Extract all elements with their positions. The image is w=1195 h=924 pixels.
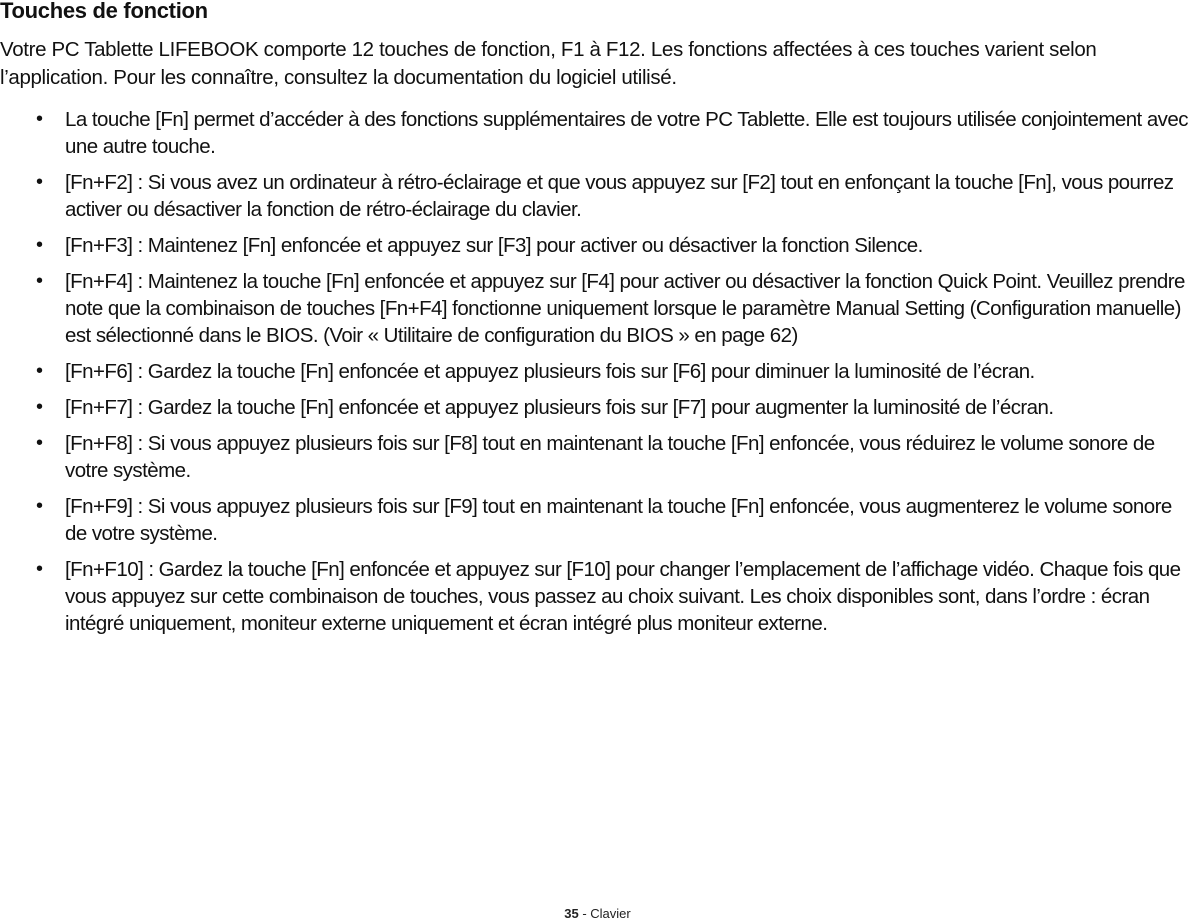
- list-item: [0, 232, 1192, 259]
- bullet-icon: •: [36, 270, 43, 292]
- list-item: [0, 106, 1192, 160]
- page-number: 35: [564, 906, 579, 921]
- bullet-icon: •: [36, 396, 43, 418]
- list-item: [0, 394, 1192, 421]
- page-footer: [0, 906, 1195, 922]
- function-key-list: [0, 106, 1192, 646]
- list-item: [0, 556, 1192, 637]
- bullet-icon: •: [36, 108, 43, 130]
- list-item-text: [Fn+F9] : Si vous appuyez plusieurs fois sur [F9] tout en maintenant la touche [Fn] enfoncée, vous augmenterez le volume sonore de votre système.: [65, 495, 1172, 545]
- bullet-icon: •: [36, 558, 43, 580]
- section-title: Touches de fonction: [0, 0, 208, 23]
- bullet-icon: •: [36, 495, 43, 517]
- list-item-text: [Fn+F10] : Gardez la touche [Fn] enfoncée et appuyez sur [F10] pour changer l’emplacement de l’affichage vidéo. Chaque fois que vous appuyez sur cette combinaison de touches, vous passez au choix suivant. Les choix disponibles sont, dans l’ordre : écran intégré uniquement, moniteur externe uniquement et écran intégré plus moniteur externe.: [65, 558, 1181, 635]
- bullet-icon: •: [36, 432, 43, 454]
- chapter-name: Clavier: [590, 906, 631, 921]
- bullet-icon: •: [36, 360, 43, 382]
- footer-separator: -: [578, 906, 591, 921]
- list-item-text: [Fn+F2] : Si vous avez un ordinateur à rétro-éclairage et que vous appuyez sur [F2] tout en enfonçant la touche [Fn], vous pourrez activer ou désactiver la fonction de rétro-éclairage du clavier.: [65, 171, 1174, 221]
- list-item: [0, 493, 1192, 547]
- list-item: [0, 430, 1192, 484]
- list-item-text: [Fn+F7] : Gardez la touche [Fn] enfoncée et appuyez plusieurs fois sur [F7] pour augmenter la luminosité de l’écran.: [65, 396, 1054, 419]
- list-item: [0, 268, 1192, 349]
- list-item-text: [Fn+F8] : Si vous appuyez plusieurs fois sur [F8] tout en maintenant la touche [Fn] enfoncée, vous réduirez le volume sonore de votre système.: [65, 432, 1155, 482]
- bullet-icon: •: [36, 234, 43, 256]
- intro-paragraph: Votre PC Tablette LIFEBOOK comporte 12 touches de fonction, F1 à F12. Les fonctions affectées à ces touches varient selon l’application. Pour les connaître, consultez la documentation du logiciel utilisé.: [0, 38, 1097, 89]
- list-item: [0, 169, 1192, 223]
- list-item: [0, 358, 1192, 385]
- list-item-text: [Fn+F4] : Maintenez la touche [Fn] enfoncée et appuyez sur [F4] pour activer ou désactiver la fonction Quick Point. Veuillez prendre note que la combinaison de touches [Fn+F4] fonctionne uniquement lorsque le paramètre Manual Setting (Configuration manuelle) est sélectionné dans le BIOS. (Voir « Utilitaire de configuration du BIOS » en page 62): [65, 270, 1185, 347]
- list-item-text: [Fn+F6] : Gardez la touche [Fn] enfoncée et appuyez plusieurs fois sur [F6] pour diminuer la luminosité de l’écran.: [65, 360, 1035, 383]
- list-item-text: [Fn+F3] : Maintenez [Fn] enfoncée et appuyez sur [F3] pour activer ou désactiver la fonction Silence.: [65, 234, 923, 257]
- list-item-text: La touche [Fn] permet d’accéder à des fonctions supplémentaires de votre PC Tablette. Elle est toujours utilisée conjointement avec une autre touche.: [65, 108, 1188, 158]
- bullet-icon: •: [36, 171, 43, 193]
